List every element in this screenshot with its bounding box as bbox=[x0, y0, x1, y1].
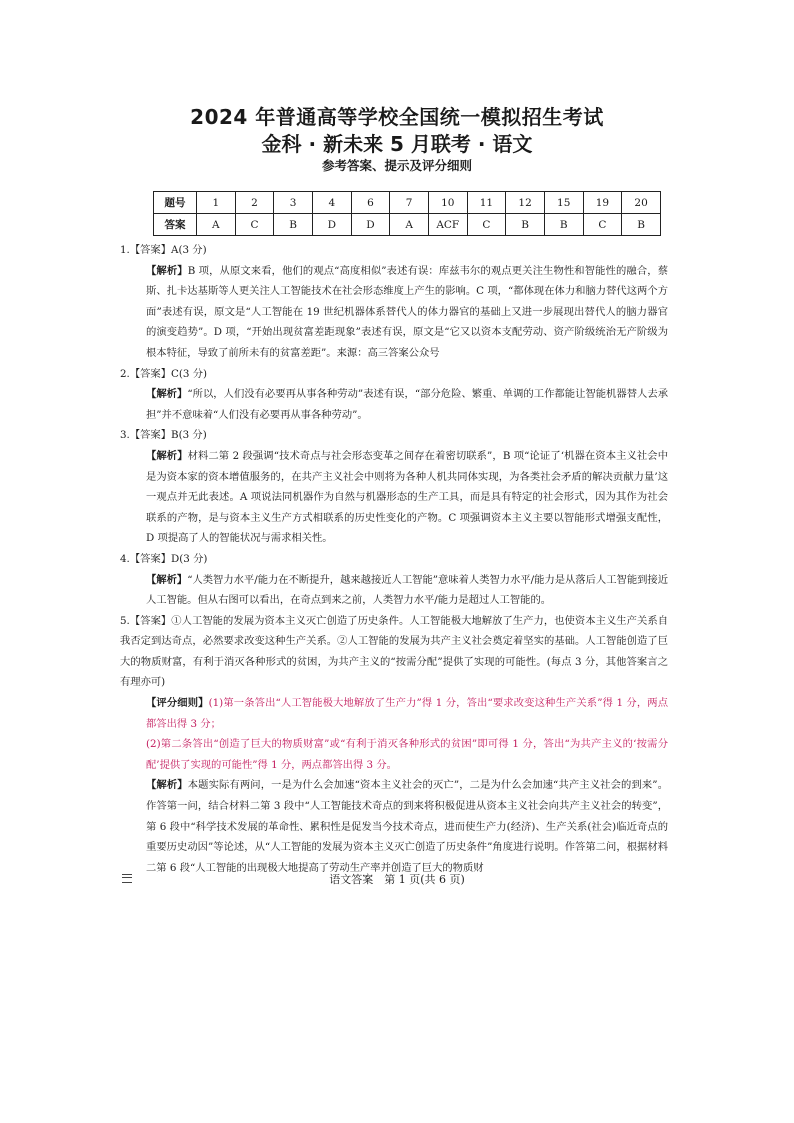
table-cell: 3 bbox=[274, 192, 313, 214]
analysis-tag: 【解析】 bbox=[146, 449, 188, 462]
q2-analysis bbox=[120, 384, 668, 425]
answer-key-heading: 参考答案、提示及评分细则 bbox=[321, 158, 472, 173]
table-cell: B bbox=[544, 214, 583, 236]
q4-answer: 4.【答案】D(3 分) bbox=[120, 552, 208, 565]
table-cell: 1 bbox=[197, 192, 236, 214]
table-cell: C bbox=[467, 214, 506, 236]
q1-analysis bbox=[120, 261, 668, 364]
table-cell: C bbox=[583, 214, 622, 236]
table-cell: A bbox=[390, 214, 429, 236]
q2-answer: 2.【答案】C(3 分) bbox=[120, 367, 208, 380]
table-cell: B bbox=[622, 214, 661, 236]
analysis-text: “所以，人们没有必要再从事各种劳动”表述有误，“部分危险、繁重、单调的工作都能让智能机器替人去承担”并不意味着“人们没有必要再从事各种劳动”。 bbox=[146, 388, 669, 421]
q5-scoring-1 bbox=[120, 693, 668, 734]
q1-answer: 1.【答案】A(3 分) bbox=[120, 244, 207, 256]
answer-text: ①人工智能的发展为资本主义灭亡创造了历史条件。人工智能极大地解放了生产力，也使资本主义生产关系自我否定到达奇点，必然要求改变这种生产关系。②人工智能的发展为共产主义社会奠定着坚实的基础。人工智能创造了巨大的物质财富，有利于消灭各种形式的贫困，为共产主义的“按需分配”提供了实现的可能性。(每点 3 分，其他答案言之有理亦可) bbox=[120, 614, 669, 689]
table-cell: ACF bbox=[428, 214, 467, 236]
q5-answer bbox=[120, 611, 668, 693]
table-cell: 12 bbox=[506, 192, 545, 214]
analysis-text: 材料二第 2 段强调“技术奇点与社会形态变革之间存在着密切联系”，B 项“论证了‘机器在资本主义社会中是为资本家的资本增值服务的，在共产主义社会中则将为各种人机共同体实现，为各类社会矛盾的解决贡献力量’这一观点并无此表述。A 项说法同机器作为自然与机器形态的生产工具，而是具有特定的社会形式，因为其作为社会联系的产物，是与资本主义生产方式相联系的历史性变化的产物。C 项强调资本主义主要以智能形式增强支配性，D 项提高了人的智能状况与需求相关性。 bbox=[146, 449, 668, 545]
q3-answer: 3.【答案】B(3 分) bbox=[120, 429, 207, 442]
analysis-text: 本题实际有两问，一是为什么会加速“资本主义社会的灭亡”，二是为什么会加速“共产主义社会的到来”。作答第一问，结合材料二第 3 段中“人工智能技术奇点的到来将积极促进从资本主义社会向共产主义社会的转变”，第 6 段中“科学技术发展的革命性、累积性是促发当今技术奇点，进而使生产力(经济)、生产关系(社会)临近奇点的重要历史动因”等论述，从“人工智能的发展为资本主义灭亡创造了历史条件”角度进行说明。作答第二问，根据材料二第 6 段“人工智能的出现极大地提高了劳动生产率并创造了巨大的物质财 bbox=[146, 779, 668, 874]
table-cell: 7 bbox=[390, 192, 429, 214]
q5-scoring-2: (2)第二条答出“创造了巨大的物质财富”或“有利于消灭各种形式的贫困”即可得 1 分，答出“为共产主义的‘按需分配’提供了实现的可能性”得 1 分，两点都答出得 3 分。 bbox=[146, 738, 668, 771]
table-cell: D bbox=[312, 214, 351, 236]
table-cell: 15 bbox=[544, 192, 583, 214]
table-cell: A bbox=[197, 214, 236, 236]
exam-subtitle: 金科 · 新未来 5 月联考 · 语文 bbox=[261, 132, 533, 156]
table-cell: 11 bbox=[467, 192, 506, 214]
answer-row bbox=[154, 214, 661, 236]
scoring-text: (1)第一条答出“人工智能极大地解放了生产力”得 1 分，答出“要求改变这种生产关系”得 1 分，两点都答出得 3 分； bbox=[146, 697, 669, 730]
table-cell: D bbox=[351, 214, 390, 236]
q5-analysis bbox=[120, 775, 668, 878]
scoring-tag: 【评分细则】 bbox=[146, 697, 209, 710]
table-cell: 20 bbox=[622, 192, 661, 214]
table-cell: B bbox=[274, 214, 313, 236]
exam-title: 2024 年普通高等学校全国统一模拟招生考试 bbox=[190, 105, 604, 129]
q3-analysis bbox=[120, 446, 668, 549]
analysis-tag: 【解析】 bbox=[146, 388, 188, 401]
table-cell: B bbox=[506, 214, 545, 236]
table-cell: 6 bbox=[351, 192, 390, 214]
question-number-row bbox=[154, 192, 661, 214]
analysis-tag: 【解析】 bbox=[146, 779, 188, 792]
answer-explanations bbox=[120, 240, 668, 878]
table-cell: 10 bbox=[428, 192, 467, 214]
answer-table bbox=[153, 191, 661, 236]
analysis-tag: 【解析】 bbox=[146, 573, 188, 586]
analysis-tag: 【解析】 bbox=[146, 264, 188, 277]
row-label-question: 题号 bbox=[154, 192, 197, 214]
row-label-answer: 答案 bbox=[154, 214, 197, 236]
table-cell: C bbox=[235, 214, 274, 236]
table-cell: 2 bbox=[235, 192, 274, 214]
analysis-text: B 项，从原文来看，他们的观点“高度相似”表述有误：库兹韦尔的观点更关注生物性和智能性的融合，蔡斯、扎卡达基斯等人更关注人工智能技术在社会形态维度上产生的影响。C 项，“都体现在体力和脑力替代这两个方面”表述有误，原文是“人工智能在 19 世纪机器体系替代人的体力器官的基础上又进一步展现出替代人的脑力器官的演变趋势”。D 项，“开始出现贫富差距现象”表述有误，原文是“它又以资本支配劳动、资产阶级统治无产阶级为根本特征，导致了前所未有的贫富差距”。来源：高三答案公众号 bbox=[146, 264, 668, 359]
q4-analysis bbox=[120, 570, 668, 611]
table-cell: 4 bbox=[312, 192, 351, 214]
table-cell: 19 bbox=[583, 192, 622, 214]
analysis-text: “人类智力水平/能力在不断提升，越来越接近人工智能”意味着人类智力水平/能力是从落后人工智能到接近人工智能。但从右图可以看出，在奇点到来之前，人类智力水平/能力是超过人工智能的。 bbox=[146, 573, 669, 607]
page-footer: 语文答案 第 1 页(共 6 页) bbox=[329, 873, 465, 886]
answer-tag: 5.【答案】 bbox=[120, 614, 172, 627]
